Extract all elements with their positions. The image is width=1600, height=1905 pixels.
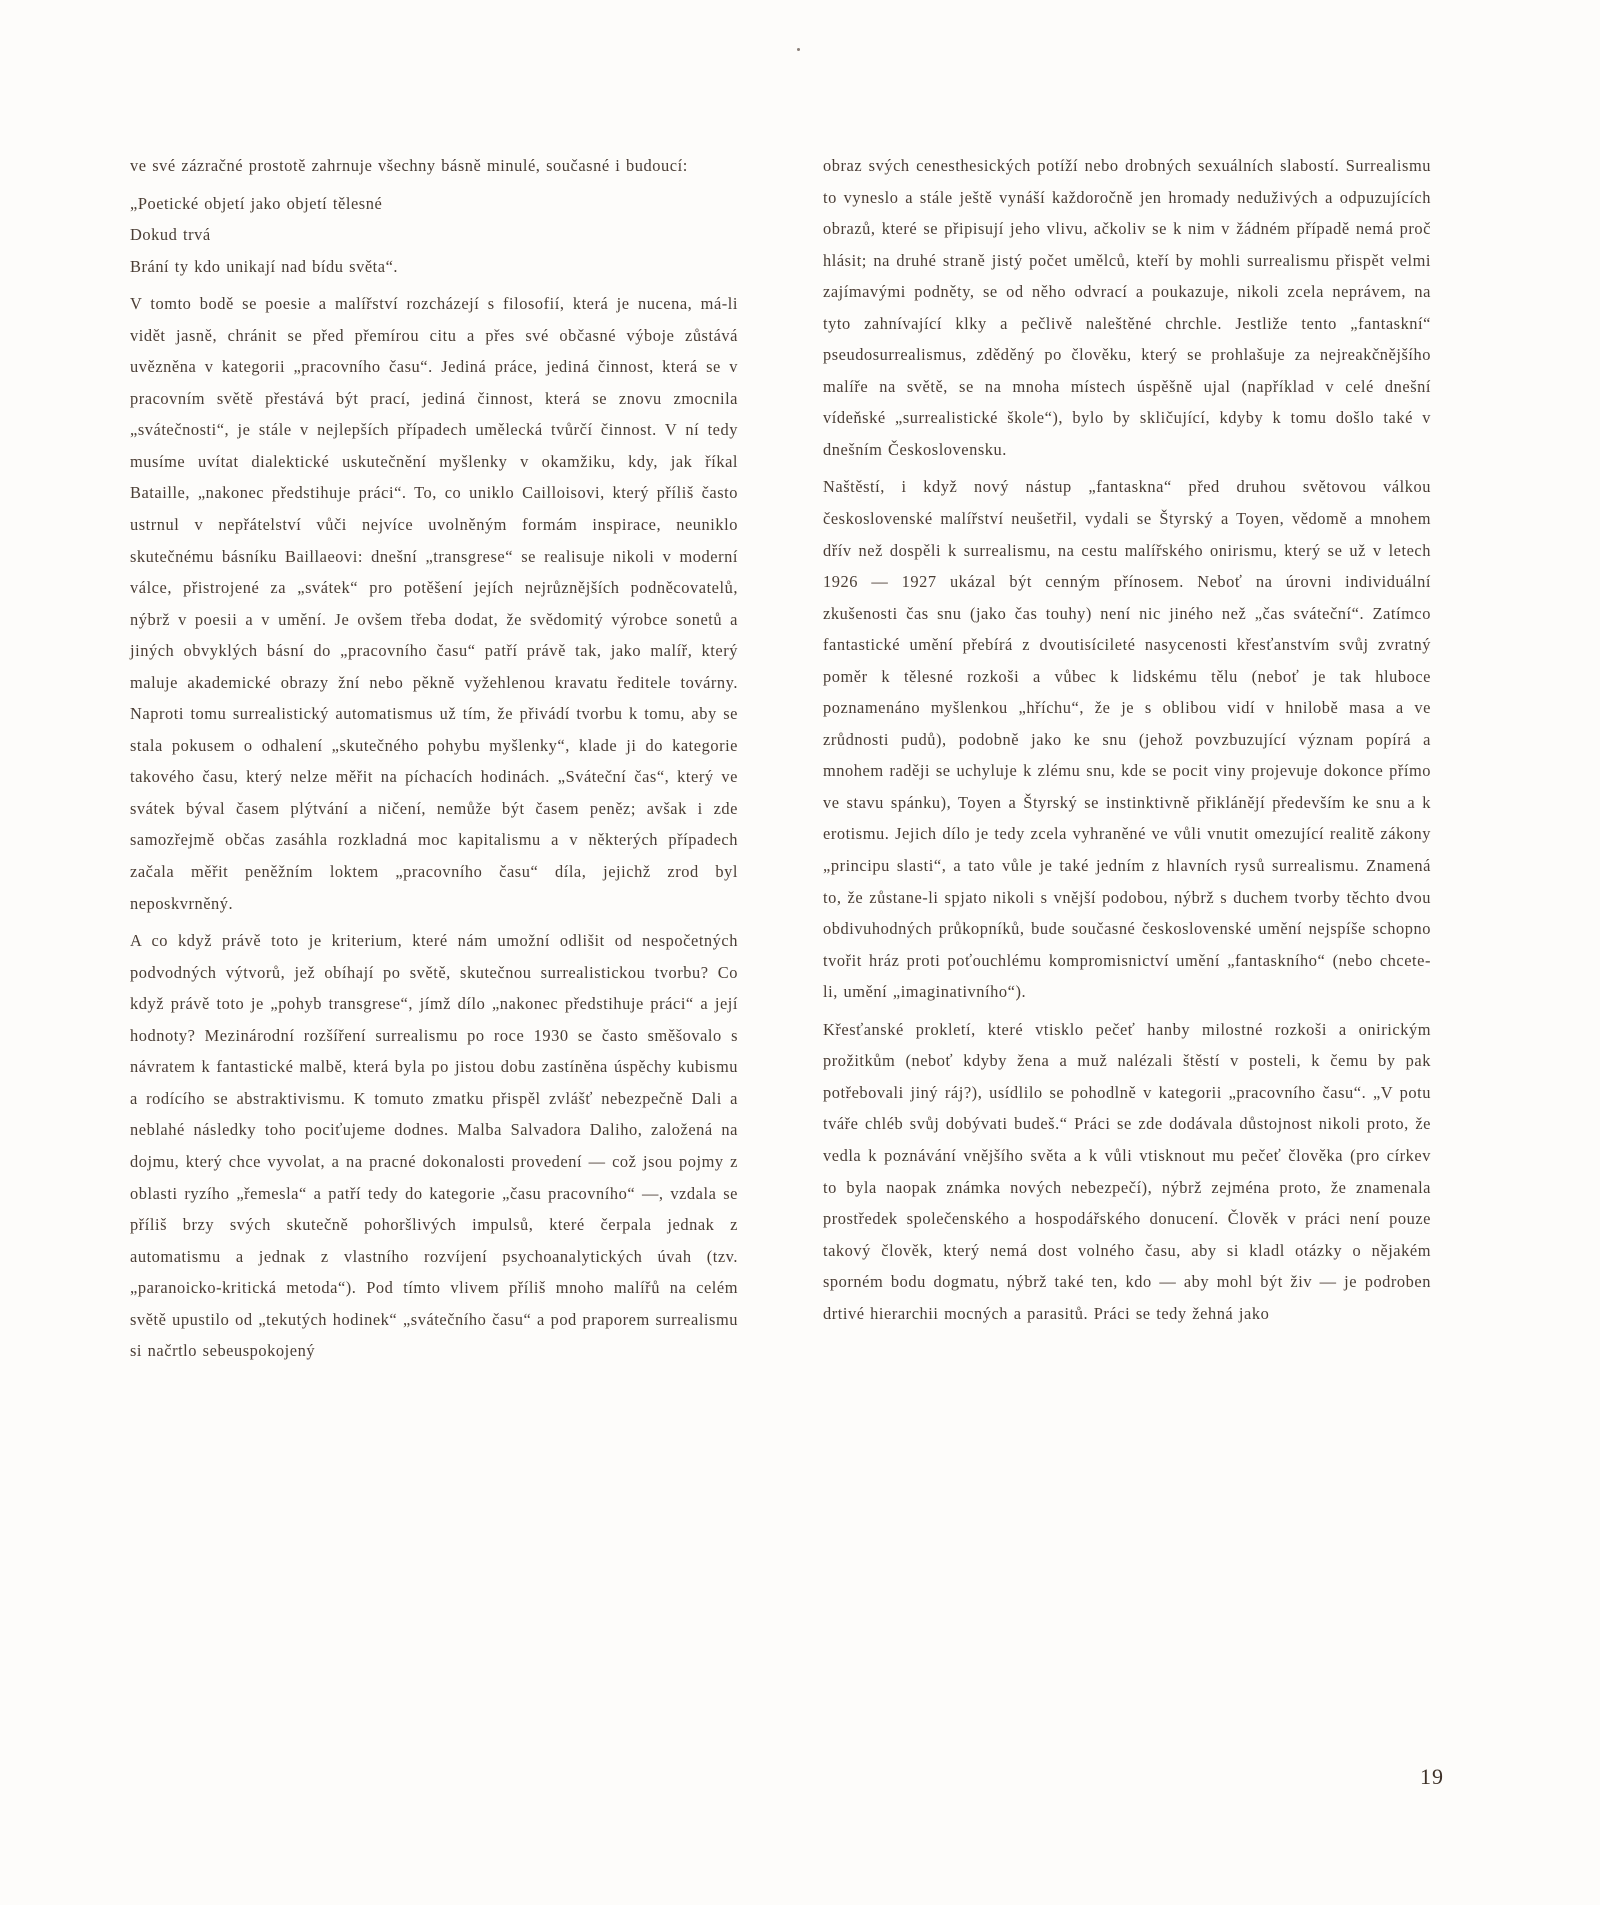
page-number: 19	[1420, 1764, 1444, 1789]
right-column	[823, 150, 1431, 1335]
left-column	[130, 150, 738, 1373]
paragraph-body-3: obraz svých cenesthesických potíží nebo drobných sexuálních slabostí. Surrealismu to vyneslo a stále ještě vynáší každoročně jen hromady neduživých a odpuzujících obrazů, které se připisují jeho vlivu, ačkoliv se k nim v žádném případě nemá proč hlásit; na druhé straně jistý počet umělců, kteří by mohli surrealismu přispět velmi zajímavými podněty, se od něho odvrací a poukazuje, nikoli zcela neprávem, na tyto zahnívající klky a pečlivě naleštěné chrchle. Jestliže tento „fantaskní“ pseudosurrealismus, zděděný po člověku, který se prohlašuje za nejreakčnějšího malíře na světě, se na mnoha místech úspěšně ujal (například v celé dnešní vídeňské „surrealistické škole“), bylo by skličující, kdyby k tomu došlo také v dnešním Československu.	[823, 156, 1431, 459]
quote-line-2: Dokud trvá	[130, 225, 211, 245]
paragraph-intro: ve své zázračné prostotě zahrnuje všechny básně minulé, současné i budoucí:	[130, 156, 688, 175]
quote-line-3: Brání ty kdo unikají nad bídu světa“.	[130, 256, 399, 276]
paragraph-body-4: Naštěstí, i když nový nástup „fantaskna“ před druhou světovou válkou československé malířství neušetřil, vydali se Štyrský a Toyen, vědomě a mnohem dřív než dospěli k surrealismu, na cestu malířského onirismu, který se už v letech 1926 — 1927 ukázal být cenným přínosem. Neboť na úrovni individuální zkušenosti čas snu (jako čas touhy) není nic jiného než „čas sváteční“. Zatímco fantastické umění přebírá z dvoutisícileté nasycenosti křesťanstvím svůj zvratný poměr k tělesné rozkoši a vůbec k lidskému tělu (neboť je tak hluboce poznamenáno myšlenkou „hříchu“, že je s oblibou vidí v hnilobě masa a ve zrůdnosti pudů), podobně jako ke snu (jehož povzbuzující význam popírá a mnohem raději se uchyluje k zlému snu, kde se pocit viny projevuje dokonce přímo ve stavu spánku), Toyen a Štyrský se instinktivně přiklánějí především ke snu a k erotismu. Jejich dílo je tedy zcela vyhraněné ve vůli vnutit omezující realitě zákony „principu slasti“, a tato vůle je také jedním z hlavních rysů surrealismu. Znamená to, že zůstane-li spjato nikoli s vnější podobou, nýbrž s duchem tvorby těchto dvou obdivuhodných průkopníků, bude současné československé umění nejspíše schopno tvořit hráz proti poťouchlému kompromisnictví umění „fantaskního“ (nebo chcete-li, umění „imaginativního“).	[823, 477, 1431, 1002]
quote-line-1: „Poetické objetí jako objetí tělesné	[130, 193, 383, 213]
paragraph-body-2: A co když právě toto je kriterium, které nám umožní odlišit od nespočetných podvodných výtvorů, jež obíhají po světě, skutečnou surrealistickou tvorbu? Co když právě toto je „pohyb transgrese“, jímž dílo „nakonec předstihuje práci“ a její hodnoty? Mezinárodní rozšíření surrealismu po roce 1930 se často směšovalo s návratem k fantastické malbě, která byla po jistou dobu zastíněna úspěchy kubismu a rodícího se abstraktivismu. K tomuto zmatku přispěl zvlášť nebezpečně Dali a neblahé následky toho pociťujeme dodnes. Malba Salvadora Daliho, založená na dojmu, který chce vyvolat, a na pracné dokonalosti provedení — což jsou pojmy z oblasti ryzího „řemesla“ a patří tedy do kategorie „času pracovního“ —, vzdala se příliš brzy svých skutečně pohoršlivých impulsů, které čerpala jednak z automatismu a jednak z vlastního rozvíjení psychoanalytických úvah (tzv. „paranoicko-kritická metoda“). Pod tímto vlivem příliš mnoho malířů na celém světě upustilo od „tekutých hodinek“ „svátečního času“ a pod praporem surrealismu si načrtlo sebeuspokojený	[130, 931, 738, 1361]
page-mark	[797, 48, 800, 51]
paragraph-body-5: Křesťanské prokletí, které vtisklo pečeť hanby milostné rozkoši a onirickým prožitkům (neboť kdyby žena a muž nalézali štěstí v posteli, k čemu by pak potřebovali jiný ráj?), usídlilo se pohodlně v kategorii „pracovního času“. „V potu tváře chléb svůj dobývati budeš.“ Práci se zde dodávala důstojnost nikoli proto, že vedla k poznávání vnějšího světa a k vůli vtisknout mu pečeť člověka (pro církev to byla naopak známka nových nebezpečí), nýbrž zejména proto, že znamenala prostředek společenského a hospodářského donucení. Člověk v práci není pouze takový člověk, který nemá dost volného času, aby si kladl otázky o nějakém sporném bodu dogmatu, nýbrž také ten, kdo — aby mohl být živ — je podroben drtivé hierarchii mocných a parasitů. Práci se tedy žehná jako	[823, 1019, 1431, 1323]
paragraph-body-1: V tomto bodě se poesie a malířství rozcházejí s filosofií, která je nucena, má-li vidět jasně, chránit se před přemírou citu a přes své občasné výboje zůstává uvězněna v kategorii „pracovního času“. Jediná práce, jediná činnost, která se v pracovním světě přestává být prací, jediná činnost, která se znovu zmocnila „svátečnosti“, je stále v nejlepších případech umělecká tvůrčí činnost. V ní tedy musíme uvítat dialektické uskutečnění myšlenky v okamžiku, kdy, jak říkal Bataille, „nakonec předstihuje práci“. To, co uniklo Cailloisovi, který příliš často ustrnul v nepřátelství vůči nejvíce uvolněným formám inspirace, neuniklo skutečnému básníku Baillaeovi: dnešní „transgrese“ se realisuje nikoli v moderní válce, přistrojené za „svátek“ pro potěšení jejích nejrůznějších podněcovatelů, nýbrž v poesii a v umění. Je ovšem třeba dodat, že svědomitý výrobce sonetů a jiných obvyklých básní do „pracovního času“ patří právě tak, jako malíř, který maluje akademické obrazy žní nebo pěkně vyžehlenou kravatu ředitele továrny. Naproti tomu surrealistický automatismus už tím, že přivádí tvorbu k tomu, aby se stala pokusem o odhalení „skutečného pohybu myšlenky“, klade ji do kategorie takového času, který nelze měřit na píchacích hodinách. „Sváteční čas“, který ve svátek býval časem plýtvání a ničení, nemůže být časem peněz; avšak i zde samozřejmě občas zasáhla rozkladná moc kapitalismu a v některých případech začala měřit peněžním loktem „pracovního času“ díla, jejichž zrod byl neposkvrněný.	[130, 294, 738, 913]
